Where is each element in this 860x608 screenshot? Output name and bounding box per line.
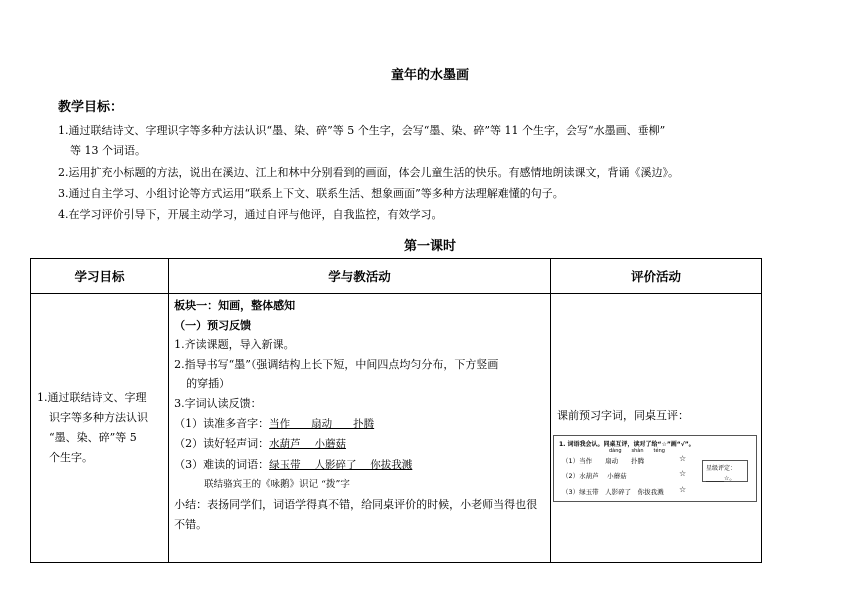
card-row: （2）水葫芦 小蘑菇 [561, 472, 627, 480]
goal-cell-line: 识字等多种方法认识 [49, 411, 148, 424]
summary: 小结：表扬同学们，词语学得真不错，给同桌评价的时候，小老师当得也很不错。 [174, 497, 538, 531]
item-words: 水葫芦 小蘑菇 [269, 438, 346, 451]
item-words: 当作 扇动 扑腾 [269, 417, 375, 430]
goal-1-continuation: 等 13 个词语。 [70, 144, 146, 157]
word-item-3 [174, 455, 546, 476]
activity-cell [169, 294, 551, 563]
card-row: （3）绿玉带 人影碎了 你拔我溅 [561, 488, 664, 496]
goal-2: 2.运用扩充小标题的方法，说出在溪边、江上和林中分别看到的画面，体会儿童生活的快乐。有感情地朗读课文，背诵《溪边》。 [58, 166, 679, 179]
header-goal: 学习目标 [31, 259, 169, 294]
step-1: 1.齐读课题，导入新课。 [174, 338, 295, 352]
lesson-table [30, 258, 762, 563]
goal-1: 1.通过联结诗文、字理识字等多种方法认识“墨、染、碎”等 5 个生字，会写“墨、染、碎”等 11 个生字，会写“水墨画、垂柳” [58, 124, 666, 137]
goal-cell [31, 294, 169, 563]
star-rating-box [702, 460, 748, 482]
star-icon: ☆ [678, 454, 687, 463]
item-label: （2）读好轻声词： [174, 437, 270, 451]
rating-value: ______☆。 [705, 475, 736, 482]
evaluation-cell [550, 294, 761, 563]
item-label: （3）难读的词语： [174, 457, 270, 471]
step-2-cont: 的穿插） [186, 377, 231, 391]
item-words: 绿玉带 人影碎了 你拔我溅 [269, 458, 413, 471]
star-icon: ☆ [678, 469, 687, 478]
block-title: 板块一：知画，整体感知 [174, 299, 296, 312]
header-activity: 学与教活动 [169, 259, 551, 294]
document-title: 童年的水墨画 [390, 68, 469, 83]
word-item-2 [174, 434, 546, 455]
card-title: 1. 词语我会认。同桌互评，读对了给“☆”画“√”。 [558, 441, 695, 448]
goal-cell-line: 1.通过联结诗文、字理 [37, 391, 147, 404]
goals-heading: 教学目标： [58, 100, 124, 115]
card-row: （1）当作 扇动 扑腾 [561, 457, 645, 465]
goal-4: 4.在学习评价引导下，开展主动学习，通过自评与他评，自我监控，有效学习。 [58, 208, 443, 221]
section-title: （一）预习反馈 [174, 318, 252, 332]
peer-review-card [553, 435, 757, 502]
lesson-heading: 第一课时 [403, 239, 456, 254]
goal-1-cont [58, 143, 798, 159]
rating-label: 星级评定： [705, 465, 736, 472]
goal-cell-line: “墨、染、碎”等 5 [49, 431, 137, 444]
goal-3: 3.通过自主学习、小组讨论等方式运用“联系上下文、联系生活、想象画面”等多种方法理解难懂的句子。 [58, 187, 564, 200]
table-row [31, 294, 762, 563]
step-3: 3.字词认读反馈： [174, 396, 262, 410]
item-label: （1）读准多音字： [174, 416, 270, 430]
step-2: 2.指导书写“墨”（强调结构上长下短，中间四点均匀分布，下方竖画 [174, 357, 499, 371]
star-icon: ☆ [678, 485, 687, 494]
memory-note: 联结骆宾王的《咏鹅》识记 “拨”字 [204, 479, 350, 491]
header-evaluation: 评价活动 [550, 259, 761, 294]
evaluation-text: 课前预习字词，同桌互评： [556, 409, 689, 422]
goal-cell-line: 个生字。 [49, 451, 93, 464]
card-pinyin: dàng shàn téng [608, 448, 665, 454]
table-header-row [31, 259, 762, 294]
word-item-1 [174, 414, 546, 435]
